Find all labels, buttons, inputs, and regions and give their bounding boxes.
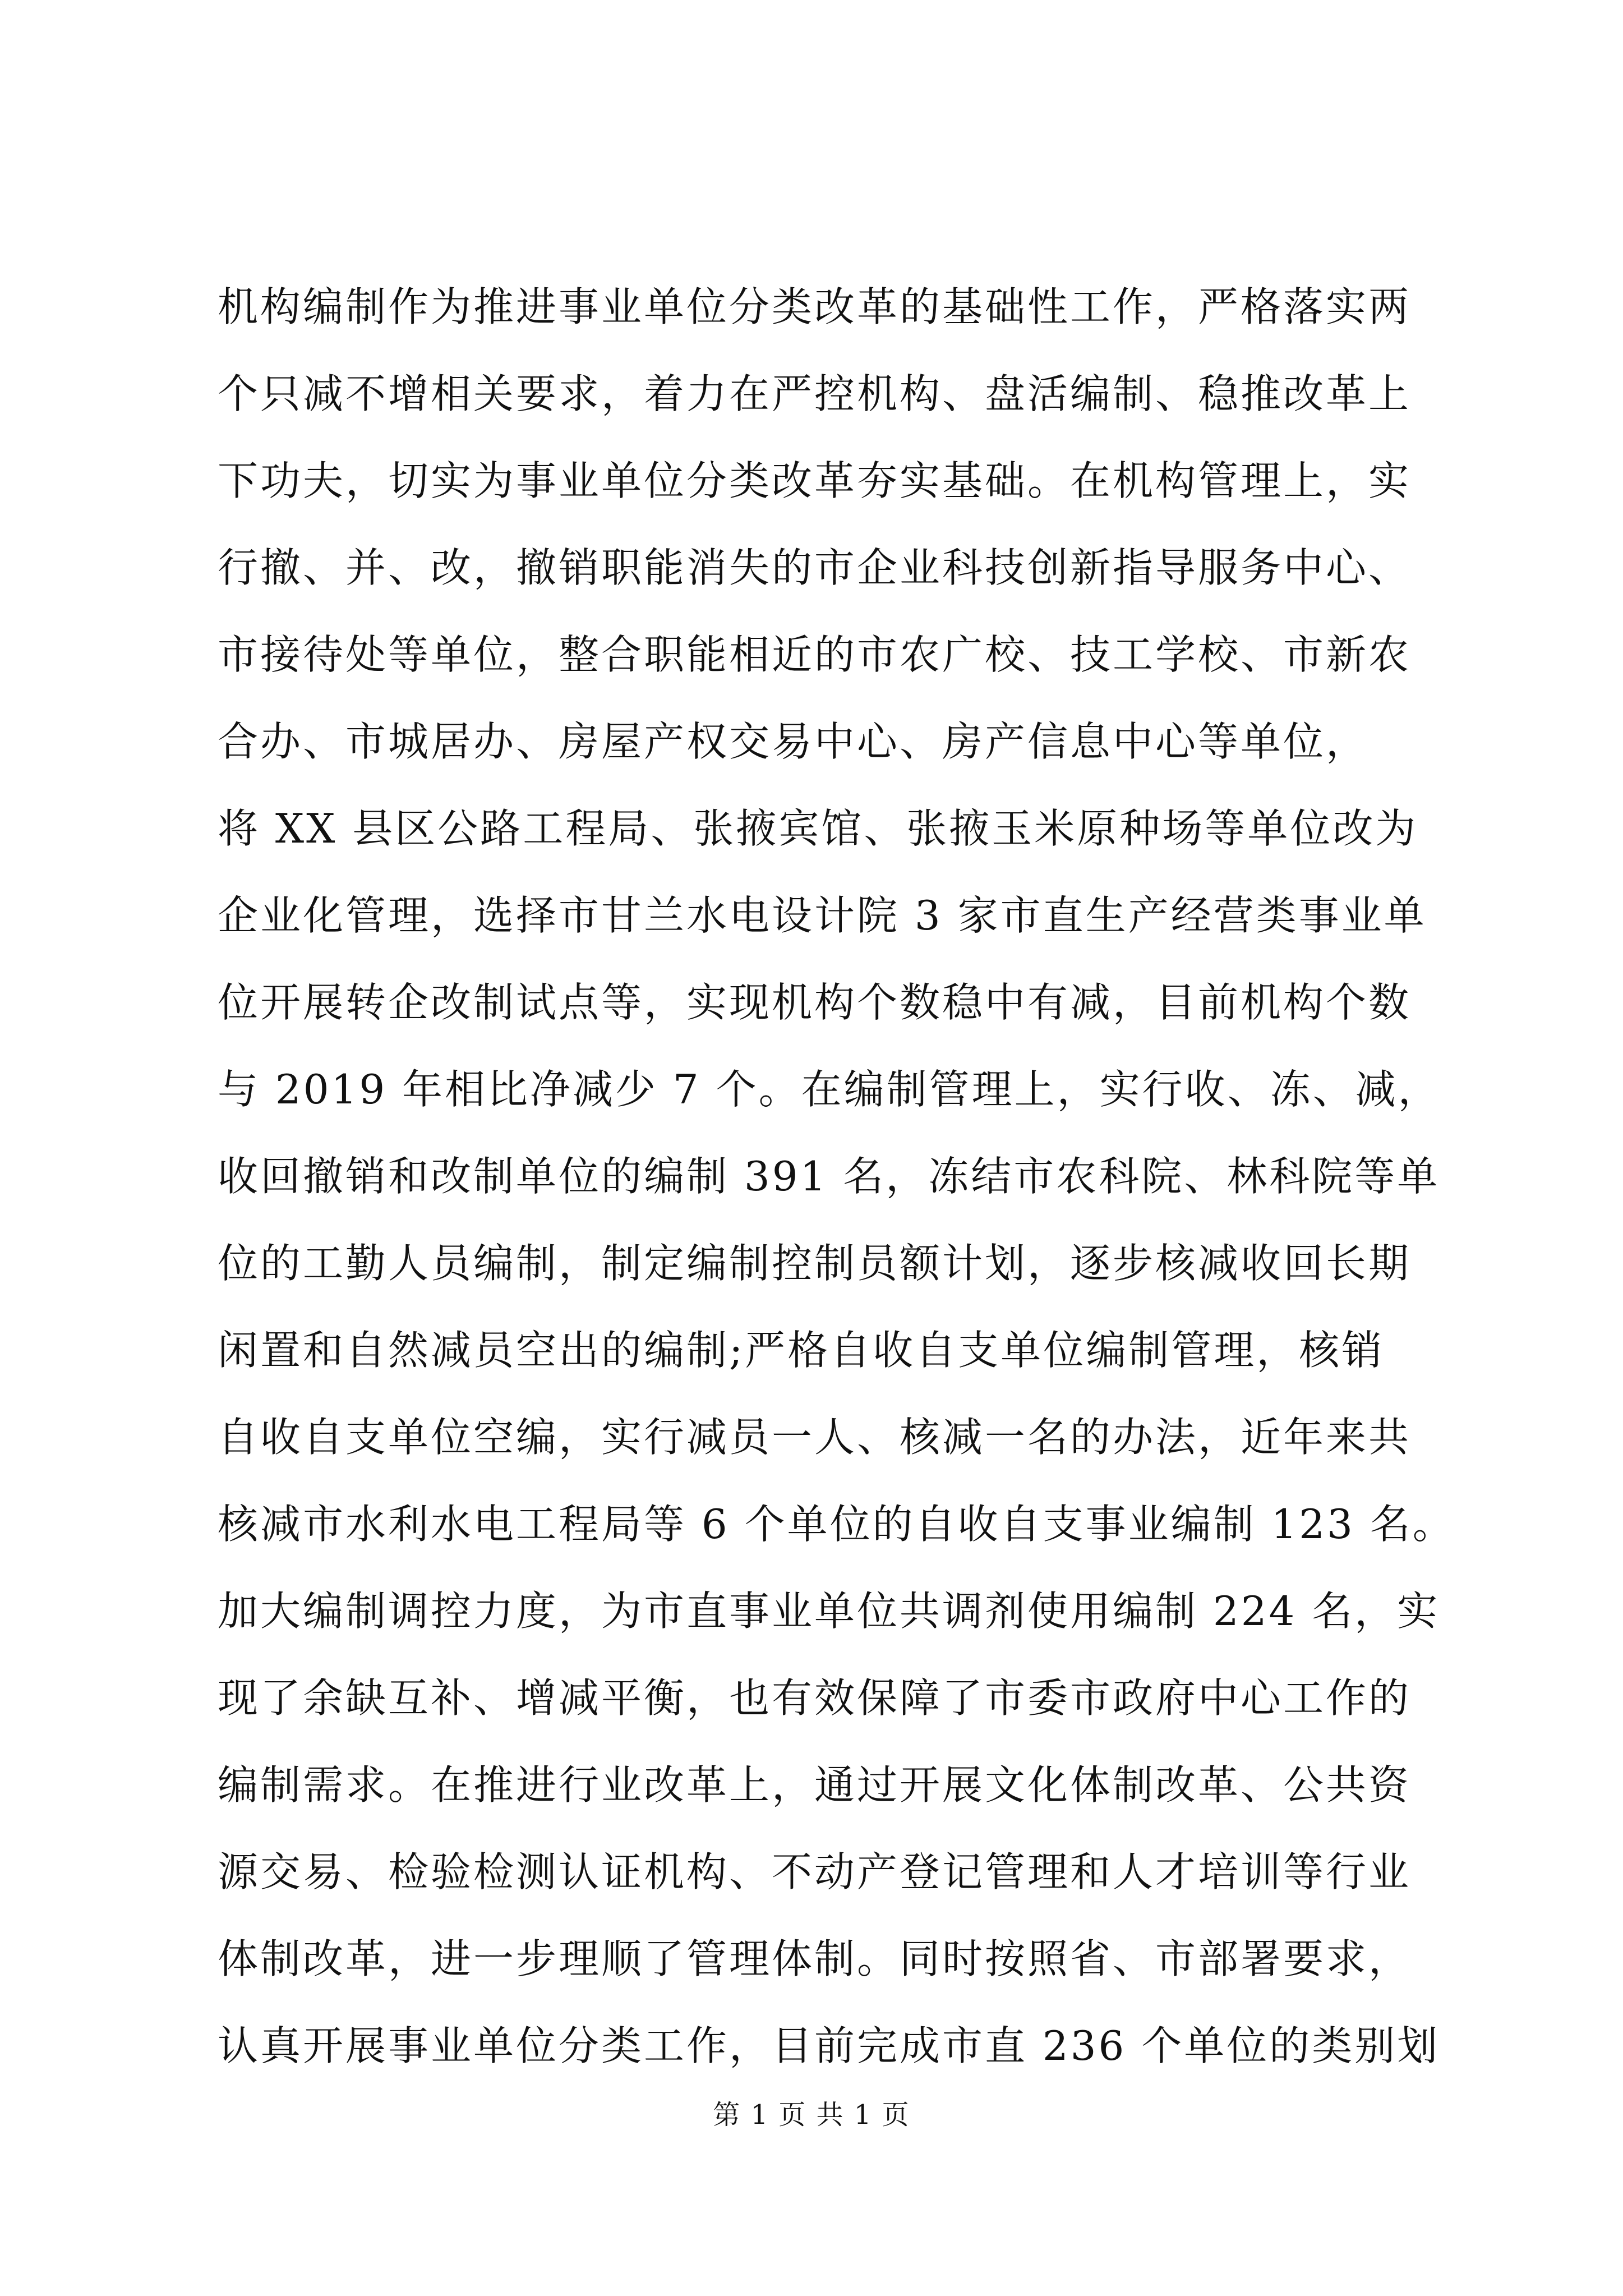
page-number-footer: 第 1 页 共 1 页 [713, 2099, 910, 2131]
text-line: 将 XX 县区公路工程局、张掖宾馆、张掖玉米原种场等单位改为 [218, 805, 1418, 852]
text-line: 位的工勤人员编制，制定编制控制员额计划，逐步核减收回长期 [218, 1240, 1412, 1287]
text-line: 源交易、检验检测认证机构、不动产登记管理和人才培训等行业 [218, 1848, 1412, 1895]
text-line: 闲置和自然减员空出的编制;严格自收自支单位编制管理，核销 [218, 1327, 1385, 1374]
text-line: 编制需求。在推进行业改革上，通过开展文化体制改革、公共资 [218, 1761, 1412, 1809]
text-line: 与 2019 年相比净减少 7 个。在编制管理上，实行收、冻、减， [218, 1066, 1441, 1113]
text-line: 位开展转企改制试点等，实现机构个数稳中有减，目前机构个数 [218, 979, 1412, 1026]
text-line: 行撤、并、改，撤销职能消失的市企业科技创新指导服务中心、 [218, 544, 1412, 591]
text-line: 市接待处等单位，整合职能相近的市农广校、技工学校、市新农 [218, 631, 1412, 678]
text-line: 核减市水利水电工程局等 6 个单位的自收自支事业编制 123 名。 [218, 1501, 1455, 1548]
text-line: 机构编制作为推进事业单位分类改革的基础性工作，严格落实两 [218, 283, 1412, 330]
text-line: 企业化管理，选择市甘兰水电设计院 3 家市直生产经营类事业单 [218, 892, 1427, 939]
text-line: 体制改革，进一步理顺了管理体制。同时按照省、市部署要求， [218, 1935, 1412, 1982]
text-line: 个只减不增相关要求，着力在严控机构、盘活编制、稳推改革上 [218, 370, 1412, 417]
text-line: 加大编制调控力度，为市直事业单位共调剂使用编制 224 名，实 [218, 1588, 1440, 1635]
text-line: 自收自支单位空编，实行减员一人、核减一名的办法，近年来共 [218, 1414, 1412, 1461]
body-paragraph [218, 264, 1455, 2090]
text-line: 认真开展事业单位分类工作，目前完成市直 236 个单位的类别划 [218, 2022, 1440, 2069]
text-line: 下功夫，切实为事业单位分类改革夯实基础。在机构管理上，实 [218, 457, 1412, 504]
text-line: 合办、市城居办、房屋产权交易中心、房产信息中心等单位， [218, 718, 1369, 765]
text-line: 现了余缺互补、增减平衡，也有效保障了市委市政府中心工作的 [218, 1674, 1412, 1722]
text-line: 收回撤销和改制单位的编制 391 名，冻结市农科院、林科院等单 [218, 1153, 1440, 1200]
